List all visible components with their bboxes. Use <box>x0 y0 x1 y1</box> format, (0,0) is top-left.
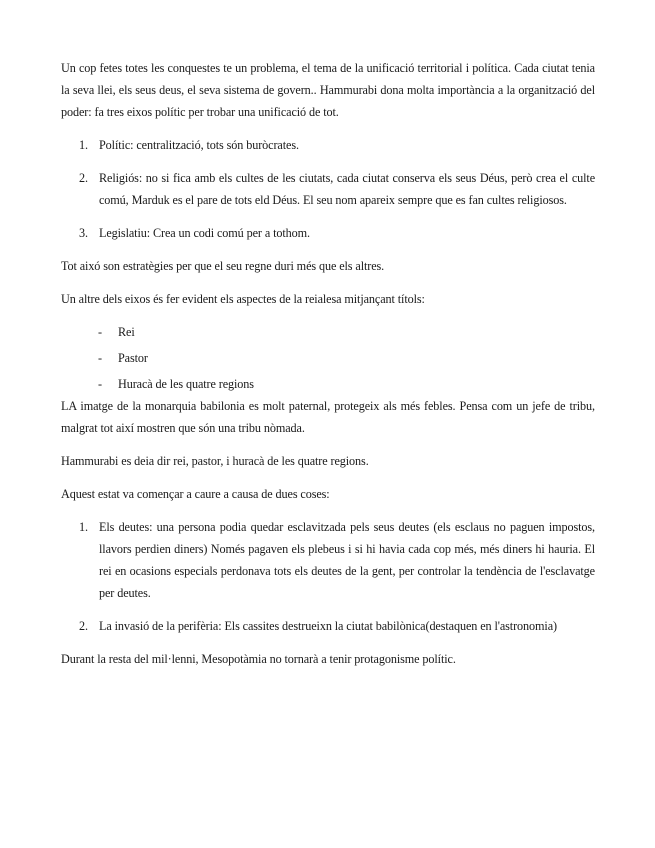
dash-bullet: - <box>98 351 102 365</box>
list-number: 3. <box>79 226 88 240</box>
list-item <box>61 373 595 395</box>
list-item-text: Religiós: no si fica amb els cultes de les ciutats, cada ciutat conserva els seus Déus, però crea el culte comú, Marduk es el pare de tots eld Déus. El seu nom apareix sempre que es fan cultes religiosos. <box>99 171 595 207</box>
paragraph-hammurabi-titles: Hammurabi es deia dir rei, pastor, i huracà de les quatre regions. <box>61 454 369 468</box>
dash-bullet: - <box>98 325 102 339</box>
list-item-text: Els deutes: una persona podia quedar esclavitzada pels seus deutes (els esclaus no paguen impostos, llavors perdien diners) Només pagaven els plebeus i si hi havia cada cop més, més diners hi hauria. El rei en ocasions especials perdonava tots els deutes de la gent, per controlar la tendència de l'esclavatge per deutes. <box>99 520 595 600</box>
list-item <box>61 134 595 156</box>
list-number: 2. <box>79 171 88 185</box>
paragraph-unification: Un cop fetes totes les conquestes te un problema, el tema de la unificació territorial i política. Cada ciutat tenia la seva llei, els seus deus, el seva sistema de govern.. Hammurabi dona molta importància a la organització del poder: fa tres eixos polític per trobar una unificació de tot. <box>61 61 595 119</box>
paragraph-strategies: Tot aixó son estratègies per que el seu regne duri més que els altres. <box>61 259 385 273</box>
list-number: 2. <box>79 619 88 633</box>
paragraph-decline-intro: Aquest estat va començar a caure a causa de dues coses: <box>61 487 330 501</box>
list-item <box>61 516 595 604</box>
list-item <box>61 615 595 637</box>
paragraph-conclusion: Durant la resta del mil·lenni, Mesopotàmia no tornarà a tenir protagonisme polític. <box>61 652 456 666</box>
list-number: 1. <box>79 138 88 152</box>
list-titles <box>61 321 595 395</box>
list-item <box>61 222 595 244</box>
list-item-text: Legislatiu: Crea un codi comú per a tothom. <box>99 226 310 240</box>
list-item-text: Polític: centralització, tots són buròcrates. <box>99 138 299 152</box>
list-item-text: La invasió de la perifèria: Els cassites destrueixn la ciutat babilònica(destaquen en l'astronomia) <box>99 619 557 633</box>
dash-bullet: - <box>98 377 102 391</box>
list-item-text: Rei <box>118 325 135 339</box>
list-item <box>61 167 595 211</box>
list-causes <box>61 516 595 637</box>
list-axes <box>61 134 595 244</box>
list-item-text: Huracà de les quatre regions <box>118 377 254 391</box>
list-number: 1. <box>79 520 88 534</box>
list-item <box>61 347 595 369</box>
list-item-text: Pastor <box>118 351 148 365</box>
document-page <box>61 57 595 670</box>
paragraph-titles-intro: Un altre dels eixos és fer evident els aspectes de la reialesa mitjançant títols: <box>61 292 425 306</box>
list-item <box>61 321 595 343</box>
paragraph-monarchy-image: LA imatge de la monarquia babilonia es molt paternal, protegeix als més febles. Pensa com un jefe de tribu, malgrat tot així mostren que són una tribu nòmada. <box>61 399 595 435</box>
